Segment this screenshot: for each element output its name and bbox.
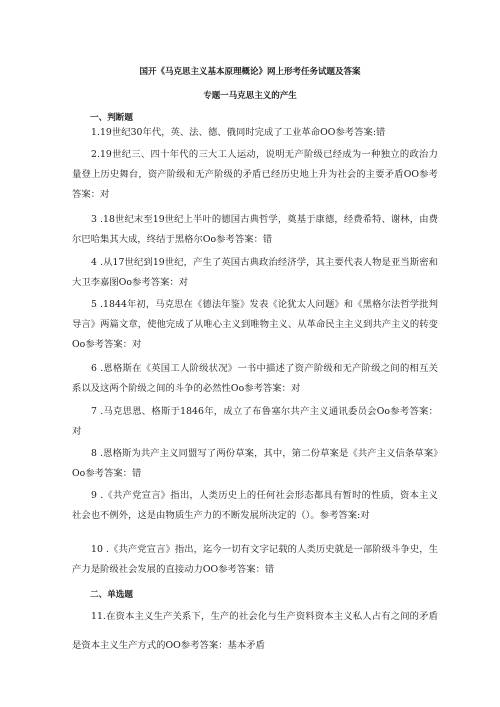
question-item: 4 .从17世纪到19世纪，产生了英国古典政治经济学，其主要代表人物是亚当斯密和大卫李嘉图Oo参考答案：对 [72,257,438,288]
question-item: 3 .18世纪末至19世纪上半叶的德国古典哲学，奠基于康德，经费希特、谢林，由费尔巴哈集其大成，终结于黑格尔Oo参考答案：错 [72,214,438,245]
document-subtitle: 专题一马克思主义的产生 [203,91,297,101]
section-heading-single-choice: 二、单选题 [90,590,133,600]
section-heading-true-false: 一、判断题 [90,113,133,123]
question-item: 2.19世纪三、四十年代的三大工人运动，说明无产阶级已经成为一种独立的政治力量登上历史舞台，资产阶级和无产阶级的矛盾已经历史地上升为社会的主要矛盾OO参考答案：对 [72,149,438,200]
question-item: 5 .1844年初，马克思在《德法年鉴》发表《论犹太人问题》和《黑格尔法哲学批判导言》两篇文章，使他完成了从唯心主义到唯物主义、从革命民主主义到共产主义的转变Oo参考答案：对 [72,299,438,350]
question-item: 8 .恩格斯为共产主义同盟写了两份草案，其中，第二份草案是《共产主义信条草案》Oo参考答案：错 [72,448,438,479]
question-item: 7 .马克思恩、格斯于1846年，成立了布鲁塞尔共产主义通讯委员会Oo参考答案：对 [72,406,438,437]
question-item: 9 .《共产党宣言》指出，人类历史上的任何社会形态都具有暂时的性质，资本主义社会也不例外，这是由物质生产力的不断发展所决定的（）。参考答案:对 [72,490,438,521]
question-item: 1.19世纪30年代，英、法、德、俄同时完成了工业革命OO参考答案:错 [91,127,386,138]
question-item: 10 .《共产党宣言》指出，迄今一切有文字记载的人类历史就是一部阶级斗争史，生产力是阶级社会发展的直接动力OO参考答案：错 [72,544,438,575]
question-item: 6 .恩格斯在《英国工人阶级状况》一书中描述了资产阶级和无产阶级之间的相互关系以及这两个阶级之间的斗争的必然性Oo参考答案：对 [72,363,438,394]
question-item: 11.在资本主义生产关系下，生产的社会化与生产资料资本主义私人占有之间的矛盾是资本主义生产方式的OO参考答案：基本矛盾 [72,611,438,651]
document-title: 国开《马克思主义基本原理概论》网上形考任务试题及答案 [139,67,361,77]
